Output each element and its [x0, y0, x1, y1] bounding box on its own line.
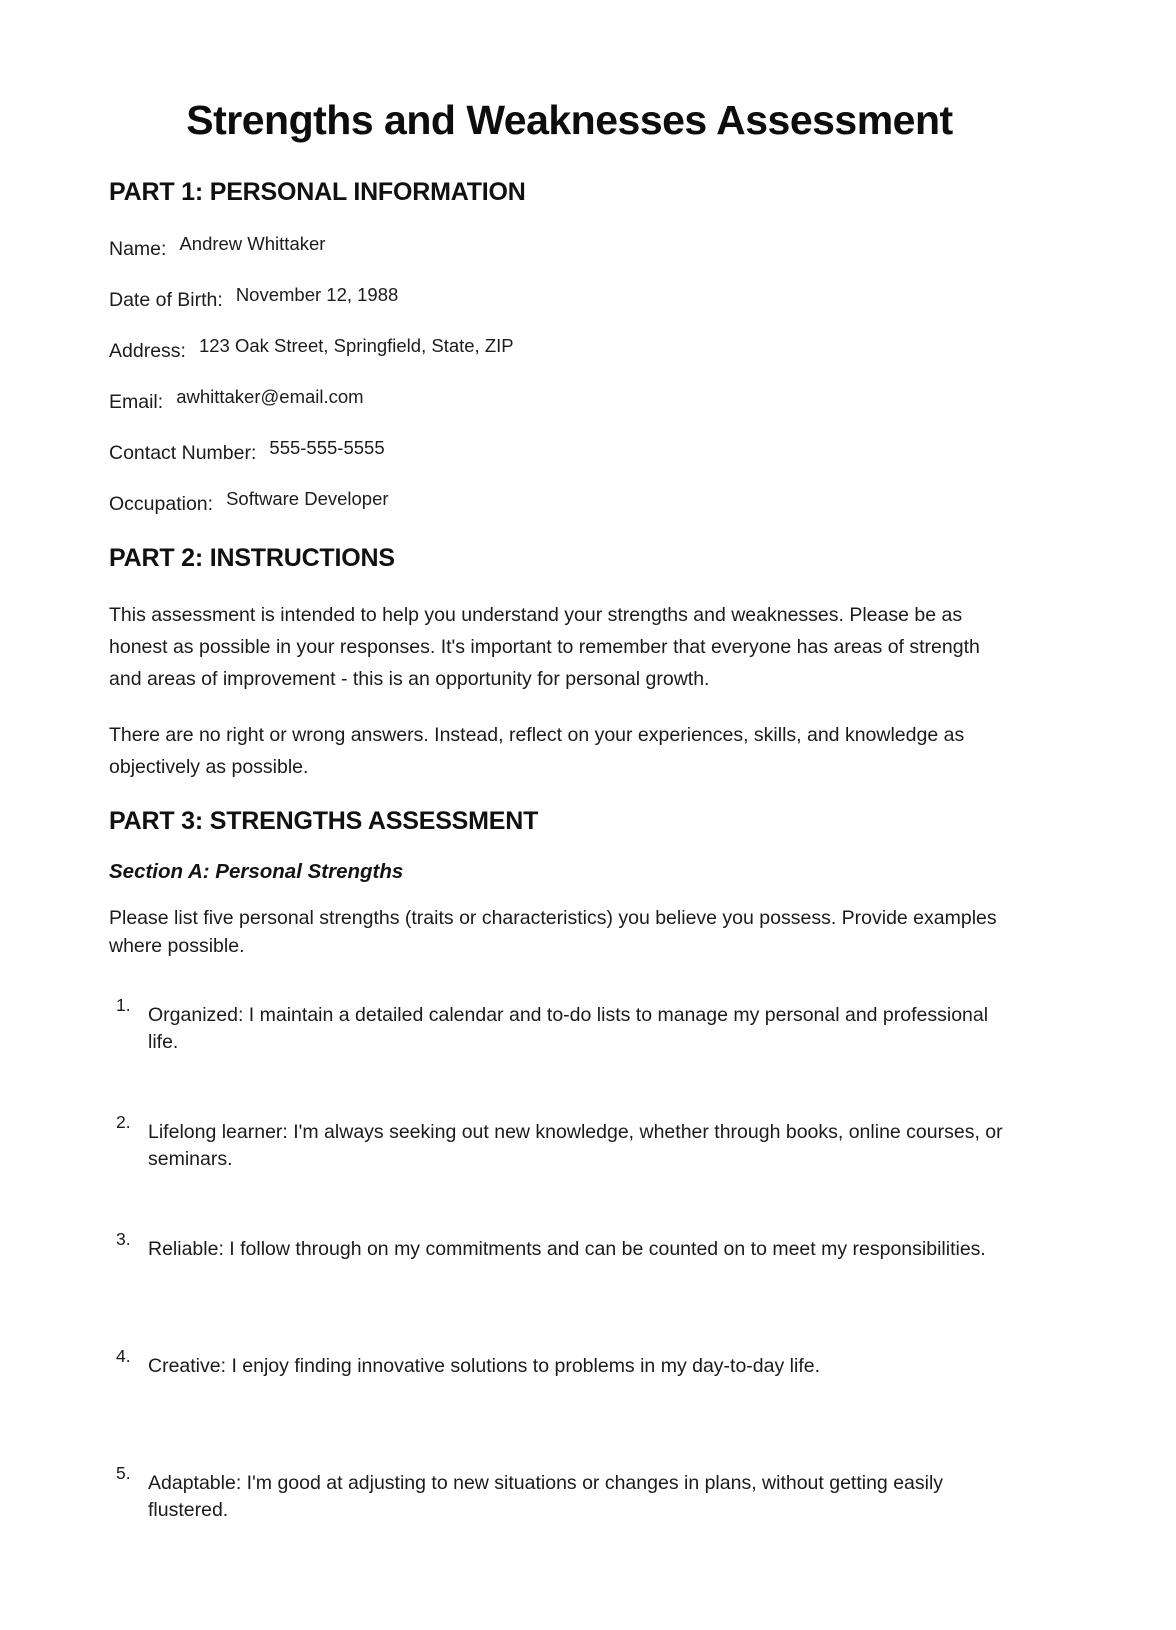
contact-label: Contact Number:	[109, 441, 257, 464]
dob-value: November 12, 1988	[235, 283, 399, 305]
section-a-intro: Please list five personal strengths (traits or characteristics) you believe you possess. Provide examples where possible.	[109, 906, 997, 957]
list-item	[109, 1462, 1011, 1561]
item-number: 2.	[116, 1111, 131, 1132]
field-row-dob	[109, 283, 1086, 313]
contact-value: 555-555-5555	[269, 436, 385, 458]
part2-heading: PART 2: INSTRUCTIONS	[109, 543, 395, 572]
address-value: 123 Oak Street, Springfield, State, ZIP	[198, 334, 514, 356]
item-text: Organized: I maintain a detailed calendar and to-do lists to manage my personal and professional life.	[148, 1003, 989, 1053]
name-value: Andrew Whittaker	[179, 232, 326, 254]
item-text: Lifelong learner: I'm always seeking out new knowledge, whether through books, online courses, or seminars.	[148, 1120, 1003, 1170]
part1-heading: PART 1: PERSONAL INFORMATION	[109, 178, 526, 207]
document-title: Strengths and Weaknesses Assessment	[186, 97, 953, 143]
field-row-contact	[109, 436, 1086, 466]
instructions-paragraph-1: This assessment is intended to help you understand your strengths and weaknesses. Please be as honest as possible in your responses. It's important to remember that everyone has areas of strength and areas of improvement - this is an opportunity for personal growth.	[109, 603, 980, 690]
personal-info-fields	[109, 232, 1086, 517]
address-label: Address:	[109, 339, 186, 362]
list-item	[109, 1111, 1011, 1210]
email-value: awhittaker@email.com	[176, 385, 364, 407]
part3-heading: PART 3: STRENGTHS ASSESSMENT	[109, 806, 539, 835]
list-item	[109, 1228, 1011, 1327]
item-number: 3.	[116, 1228, 131, 1249]
dob-label: Date of Birth:	[109, 288, 223, 311]
item-text: Reliable: I follow through on my commitments and can be counted on to meet my responsibilities.	[148, 1237, 986, 1260]
occupation-label: Occupation:	[109, 492, 214, 515]
strengths-list	[109, 994, 1011, 1561]
section-a-heading: Section A: Personal Strengths	[109, 860, 404, 884]
list-item	[109, 994, 1011, 1093]
item-number: 4.	[116, 1345, 131, 1366]
item-text: Creative: I enjoy finding innovative solutions to problems in my day-to-day life.	[148, 1354, 820, 1377]
list-item	[109, 1345, 1011, 1444]
field-row-occupation	[109, 487, 1086, 517]
field-row-email	[109, 385, 1086, 415]
item-number: 5.	[116, 1462, 131, 1483]
occupation-value: Software Developer	[226, 487, 389, 509]
instructions-paragraph-2: There are no right or wrong answers. Instead, reflect on your experiences, skills, and knowledge as objectively as possible.	[109, 723, 965, 778]
field-row-name	[109, 232, 1086, 262]
field-row-address	[109, 334, 1086, 364]
email-label: Email:	[109, 390, 164, 413]
item-text: Adaptable: I'm good at adjusting to new situations or changes in plans, without getting easily flustered.	[148, 1471, 944, 1521]
name-label: Name:	[109, 237, 167, 260]
item-number: 1.	[116, 994, 131, 1015]
